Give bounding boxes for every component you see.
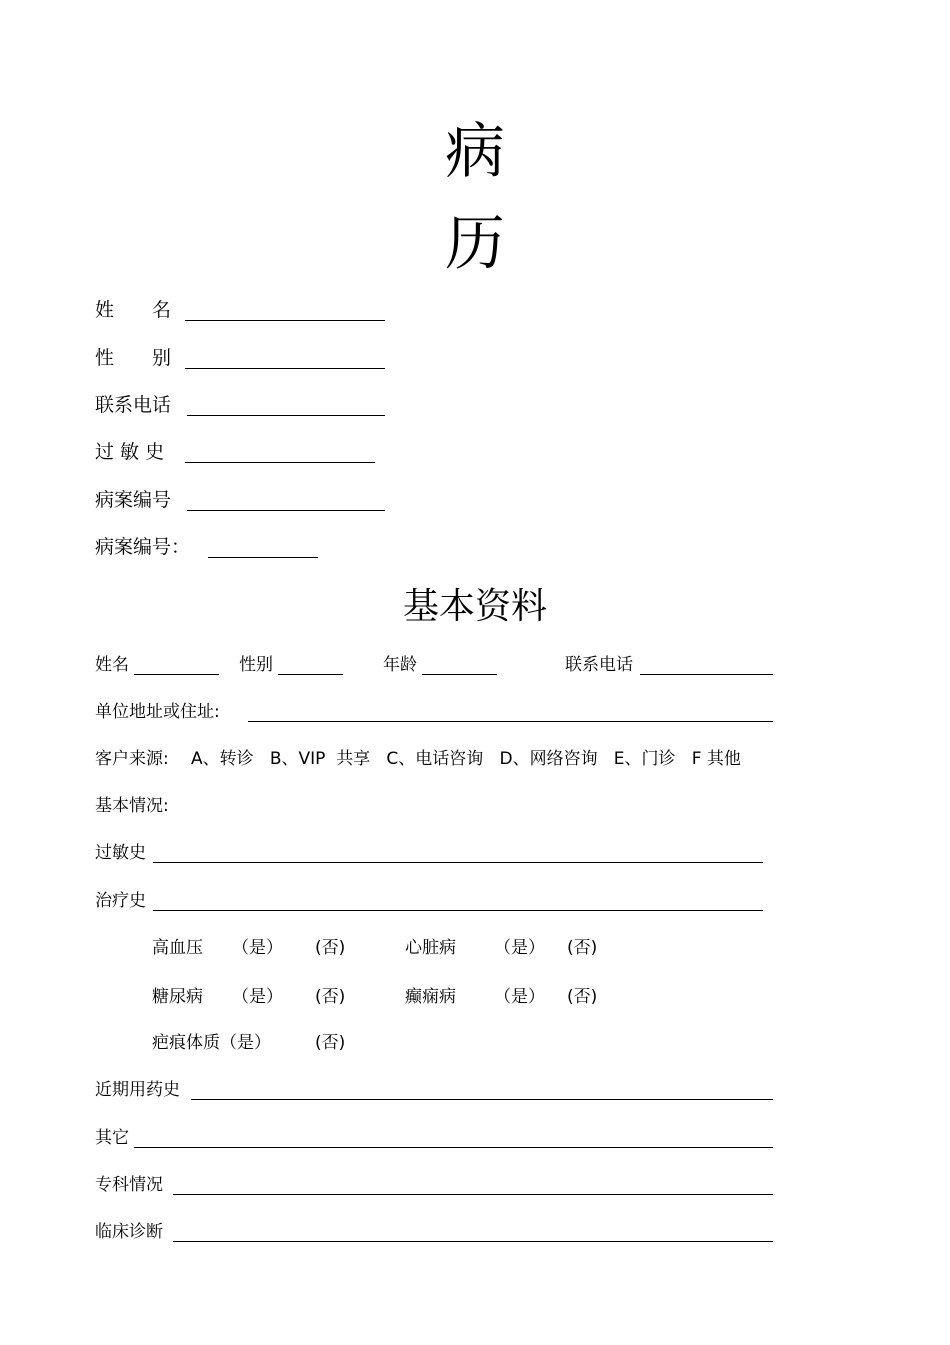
- hypertension-label: 高血压: [152, 938, 203, 958]
- phone-field[interactable]: [640, 674, 773, 675]
- diabetes-label: 糖尿病: [152, 987, 203, 1007]
- age-field[interactable]: [422, 674, 497, 675]
- specialty-field[interactable]: [173, 1194, 773, 1195]
- treatment-label: 治疗史: [95, 891, 146, 911]
- title-char-1: 病: [445, 117, 505, 187]
- cover-name-field[interactable]: [185, 320, 385, 321]
- recent-meds-field[interactable]: [191, 1099, 773, 1100]
- epilepsy-no[interactable]: (否): [567, 987, 598, 1007]
- cover-case-no-label-2: 病案编号：: [95, 536, 191, 558]
- address-field[interactable]: [248, 721, 773, 722]
- gender-label: 性别: [239, 655, 273, 675]
- title-char-2: 历: [445, 209, 505, 279]
- allergy-field[interactable]: [153, 862, 763, 863]
- cover-name-label: 姓 名: [95, 299, 172, 321]
- section-title: 基本资料: [402, 586, 547, 627]
- phone-label: 联系电话: [565, 655, 633, 675]
- situation-label: 基本情况:: [95, 796, 169, 816]
- cover-allergy-label: 过 敏 史: [95, 441, 165, 463]
- recent-meds-label: 近期用药史: [95, 1080, 180, 1100]
- cover-case-no-label: 病案编号: [95, 489, 172, 511]
- epilepsy-label: 癫痫病: [405, 987, 456, 1007]
- age-label: 年龄: [383, 655, 417, 675]
- name-field[interactable]: [134, 674, 219, 675]
- diabetes-yes[interactable]: （是）: [232, 987, 283, 1007]
- diabetes-no[interactable]: (否): [315, 987, 346, 1007]
- heart-disease-yes[interactable]: （是）: [494, 938, 545, 958]
- diagnosis-field[interactable]: [173, 1241, 773, 1242]
- hypertension-yes[interactable]: （是）: [232, 938, 283, 958]
- other-label: 其它: [95, 1128, 129, 1148]
- cover-gender-field[interactable]: [185, 368, 385, 369]
- cover-gender-label: 性 别: [95, 347, 172, 369]
- allergy-label: 过敏史: [95, 843, 146, 863]
- heart-disease-label: 心脏病: [405, 938, 456, 958]
- other-field[interactable]: [134, 1147, 773, 1148]
- specialty-label: 专科情况: [95, 1175, 163, 1195]
- cover-case-no-field[interactable]: [187, 510, 385, 511]
- treatment-field[interactable]: [153, 910, 763, 911]
- source-options: A、转诊 B、VIP 共享 C、电话咨询 D、网络咨询 E、门诊 F 其他: [191, 749, 741, 769]
- cover-case-no-field-2[interactable]: [208, 557, 318, 558]
- hypertension-no[interactable]: (否): [315, 938, 346, 958]
- gender-field[interactable]: [278, 674, 343, 675]
- source-label: 客户来源:: [95, 749, 169, 769]
- cover-phone-field[interactable]: [187, 415, 385, 416]
- cover-allergy-field[interactable]: [185, 462, 375, 463]
- name-label: 姓名: [95, 655, 129, 675]
- keloid-label[interactable]: 疤痕体质（是）: [152, 1033, 271, 1053]
- heart-disease-no[interactable]: (否): [567, 938, 598, 958]
- epilepsy-yes[interactable]: （是）: [494, 987, 545, 1007]
- diagnosis-label: 临床诊断: [95, 1222, 163, 1242]
- keloid-no[interactable]: (否): [315, 1033, 346, 1053]
- address-label: 单位地址或住址:: [95, 702, 220, 722]
- cover-phone-label: 联系电话: [95, 394, 172, 416]
